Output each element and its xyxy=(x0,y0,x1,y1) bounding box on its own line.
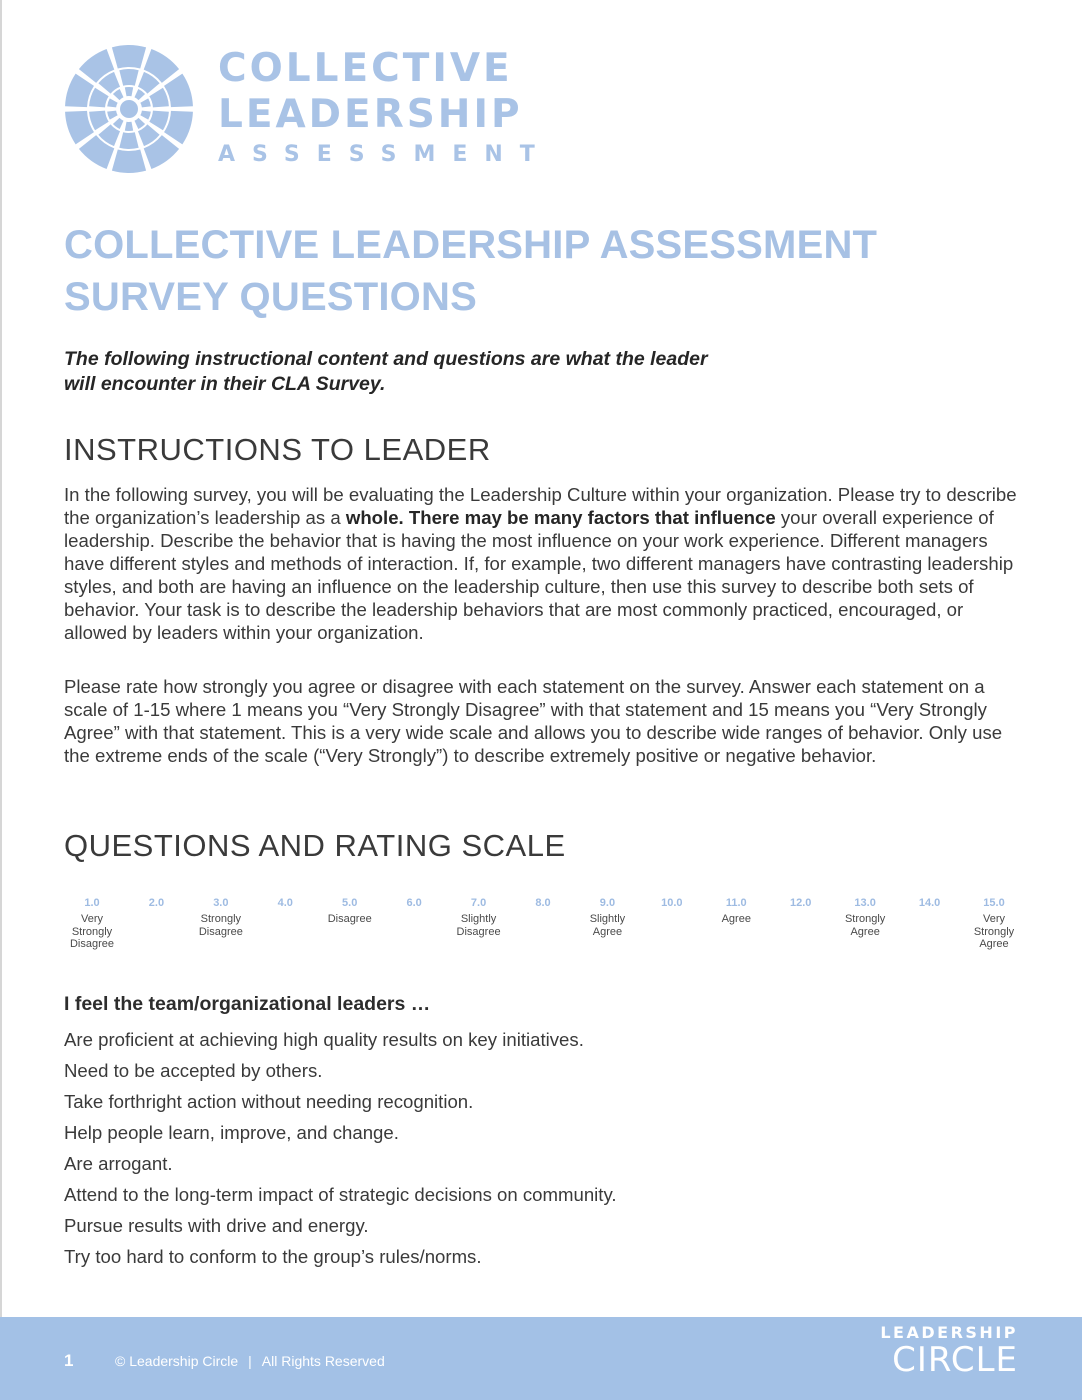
scale-tick-label-line: Agree xyxy=(721,913,751,925)
question-item: Take forthright action without needing recognition. xyxy=(64,1091,474,1112)
scale-tick-label-line: Slightly xyxy=(589,913,626,925)
scale-tick-label xyxy=(954,913,1034,951)
scale-tick-label-line: Strongly xyxy=(200,913,242,925)
intro-line-2: will encounter in their CLA Survey. xyxy=(64,373,386,395)
logo-segment xyxy=(112,149,146,173)
logo-segment xyxy=(119,132,138,149)
instructions-paragraph-1 xyxy=(64,483,1029,644)
scale-tick-label-line: Disagree xyxy=(198,925,243,938)
p1-bold-text: whole. There may be many factors that influence xyxy=(345,507,776,528)
logo-segment xyxy=(125,122,133,131)
scale-tick-value: 3.0 xyxy=(213,897,229,909)
scale-tick-value: 7.0 xyxy=(470,897,487,909)
title-line-1: COLLECTIVE LEADERSHIP ASSESSMENT xyxy=(64,223,878,267)
scale-tick-label xyxy=(181,913,261,938)
logo-segment xyxy=(113,118,124,129)
leadership-circle-logo xyxy=(880,1323,1018,1380)
title-line-2: SURVEY QUESTIONS xyxy=(64,275,477,319)
question-item: Help people learn, improve, and change. xyxy=(64,1122,399,1143)
instructions-paragraph-2: Please rate how strongly you agree or disagree with each statement on the survey. Answer each statement on a scale of 1-15 where 1 means you “Very Strongly Disagree” with that statement and 15 means you “Very Strongly Agree” with that statement. This is a very wide scale and allows you to describe wide ranges of behavior. Only use the extreme ends of the scale (“Very Strongly”) to describe extremely positive or negative behavior. xyxy=(64,676,1003,766)
question-item: Are arrogant. xyxy=(64,1153,173,1174)
copyright-text xyxy=(115,1353,385,1369)
lc-logo-line-1: LEADERSHIP xyxy=(880,1323,1018,1342)
questions-lead: I feel the team/organizational leaders … xyxy=(64,993,431,1015)
scale-tick-value: 4.0 xyxy=(277,897,293,909)
scale-tick-label-line: Agree xyxy=(850,925,880,938)
scale-tick-label-line: Disagree xyxy=(327,913,372,925)
scale-tick-value: 8.0 xyxy=(535,897,551,909)
scale-tick-label xyxy=(567,913,647,938)
copyright-rights: All Rights Reserved xyxy=(261,1353,385,1369)
question-item: Pursue results with drive and energy. xyxy=(64,1215,369,1236)
copyright-owner: © Leadership Circle xyxy=(115,1353,239,1369)
intro-line-1: The following instructional content and questions are what the leader xyxy=(64,348,708,370)
scale-tick-value: 5.0 xyxy=(342,897,358,909)
scale-tick-value: 14.0 xyxy=(918,897,941,909)
logo-segment xyxy=(140,98,150,107)
logo-segment xyxy=(89,88,109,108)
p1-text-a: In the following survey, you will be evaluating the Leadership Culture within your organization. Please try to describe the organization’s leadership as a xyxy=(64,484,1017,528)
scale-tick-value: 1.0 xyxy=(84,897,100,909)
scale-tick-label-line: Strongly xyxy=(844,913,886,925)
scale-tick-value: 12.0 xyxy=(789,897,812,909)
scale-tick-value: 13.0 xyxy=(854,897,876,909)
page-edge xyxy=(0,0,2,1400)
scale-tick-label-line: Very xyxy=(982,913,1005,925)
question-item: Need to be accepted by others. xyxy=(64,1060,323,1081)
scale-tick-value: 2.0 xyxy=(148,897,165,909)
logo-segment xyxy=(112,45,146,69)
scale-tick-label xyxy=(310,913,390,926)
p1-text-b: your overall experience of leadership. Describe the behavior that is having the most influence on your work experience. Different managers have different styles and methods of interaction. If, for example, two different managers have contrasting leadership styles, and both are having an influence on the leadership culture, then use this survey to describe both sets of behavior. Your task is to describe the leadership behaviors that are most commonly practiced, encouraged, or allowed by leaders within your organization. xyxy=(64,507,1014,643)
logo-segment xyxy=(89,111,109,131)
scale-tick-label-line: Agree xyxy=(979,938,1009,950)
page-footer xyxy=(0,1317,1082,1400)
scale-tick xyxy=(954,896,1034,951)
scale-tick-label xyxy=(439,913,519,938)
brand-line-1: COLLECTIVE xyxy=(218,46,513,91)
logo-segment xyxy=(140,111,150,120)
scale-tick-label xyxy=(696,913,776,926)
scale-tick-label-line: Strongly xyxy=(71,925,113,938)
scale-tick-label-line: Very xyxy=(80,913,103,925)
questions-heading: QUESTIONS AND RATING SCALE xyxy=(64,828,566,863)
scale-tick-label xyxy=(825,913,905,938)
logo-segment xyxy=(149,88,169,108)
cla-wheel-logo-icon xyxy=(64,44,194,174)
logo-segment xyxy=(134,89,145,100)
logo-hub xyxy=(120,100,138,118)
logo-segment xyxy=(119,69,138,86)
logo-segment xyxy=(134,118,145,129)
scale-tick-value: 6.0 xyxy=(406,897,422,909)
scale-tick-label-line: Strongly xyxy=(973,925,1015,938)
logo-segment xyxy=(113,89,124,100)
question-item: Are proficient at achieving high quality results on key initiatives. xyxy=(64,1029,584,1050)
brand-wordmark xyxy=(218,46,552,170)
scale-tick-value: 9.0 xyxy=(599,897,616,909)
question-item: Try too hard to conform to the group’s rules/norms. xyxy=(64,1246,482,1267)
scale-tick-value: 11.0 xyxy=(725,897,747,909)
logo-segment xyxy=(107,111,117,120)
instructions-heading: INSTRUCTIONS TO LEADER xyxy=(64,432,491,467)
page-number: 1 xyxy=(64,1351,74,1370)
scale-tick-value: 10.0 xyxy=(661,897,683,909)
lc-logo-line-2: CIRCLE xyxy=(892,1340,1018,1380)
copyright-separator: | xyxy=(248,1353,252,1369)
intro-note xyxy=(64,347,824,397)
rating-scale xyxy=(0,896,1082,966)
scale-tick-label-line: Agree xyxy=(592,925,623,938)
brand-line-3: ASSESSMENT xyxy=(218,142,552,167)
question-list xyxy=(64,1024,617,1272)
scale-tick-label-line: Disagree xyxy=(456,925,501,938)
brand-line-2: LEADERSHIP xyxy=(218,92,523,137)
scale-tick-label xyxy=(52,913,132,951)
logo-segment xyxy=(107,98,117,107)
scale-tick-label-line: Disagree xyxy=(69,938,115,950)
scale-tick-value: 15.0 xyxy=(983,897,1005,909)
question-item: Attend to the long-term impact of strategic decisions on community. xyxy=(64,1184,617,1205)
logo-segment xyxy=(125,87,133,96)
document-title xyxy=(64,219,1024,323)
logo-segment xyxy=(149,111,169,131)
scale-tick-label-line: Slightly xyxy=(460,913,497,925)
